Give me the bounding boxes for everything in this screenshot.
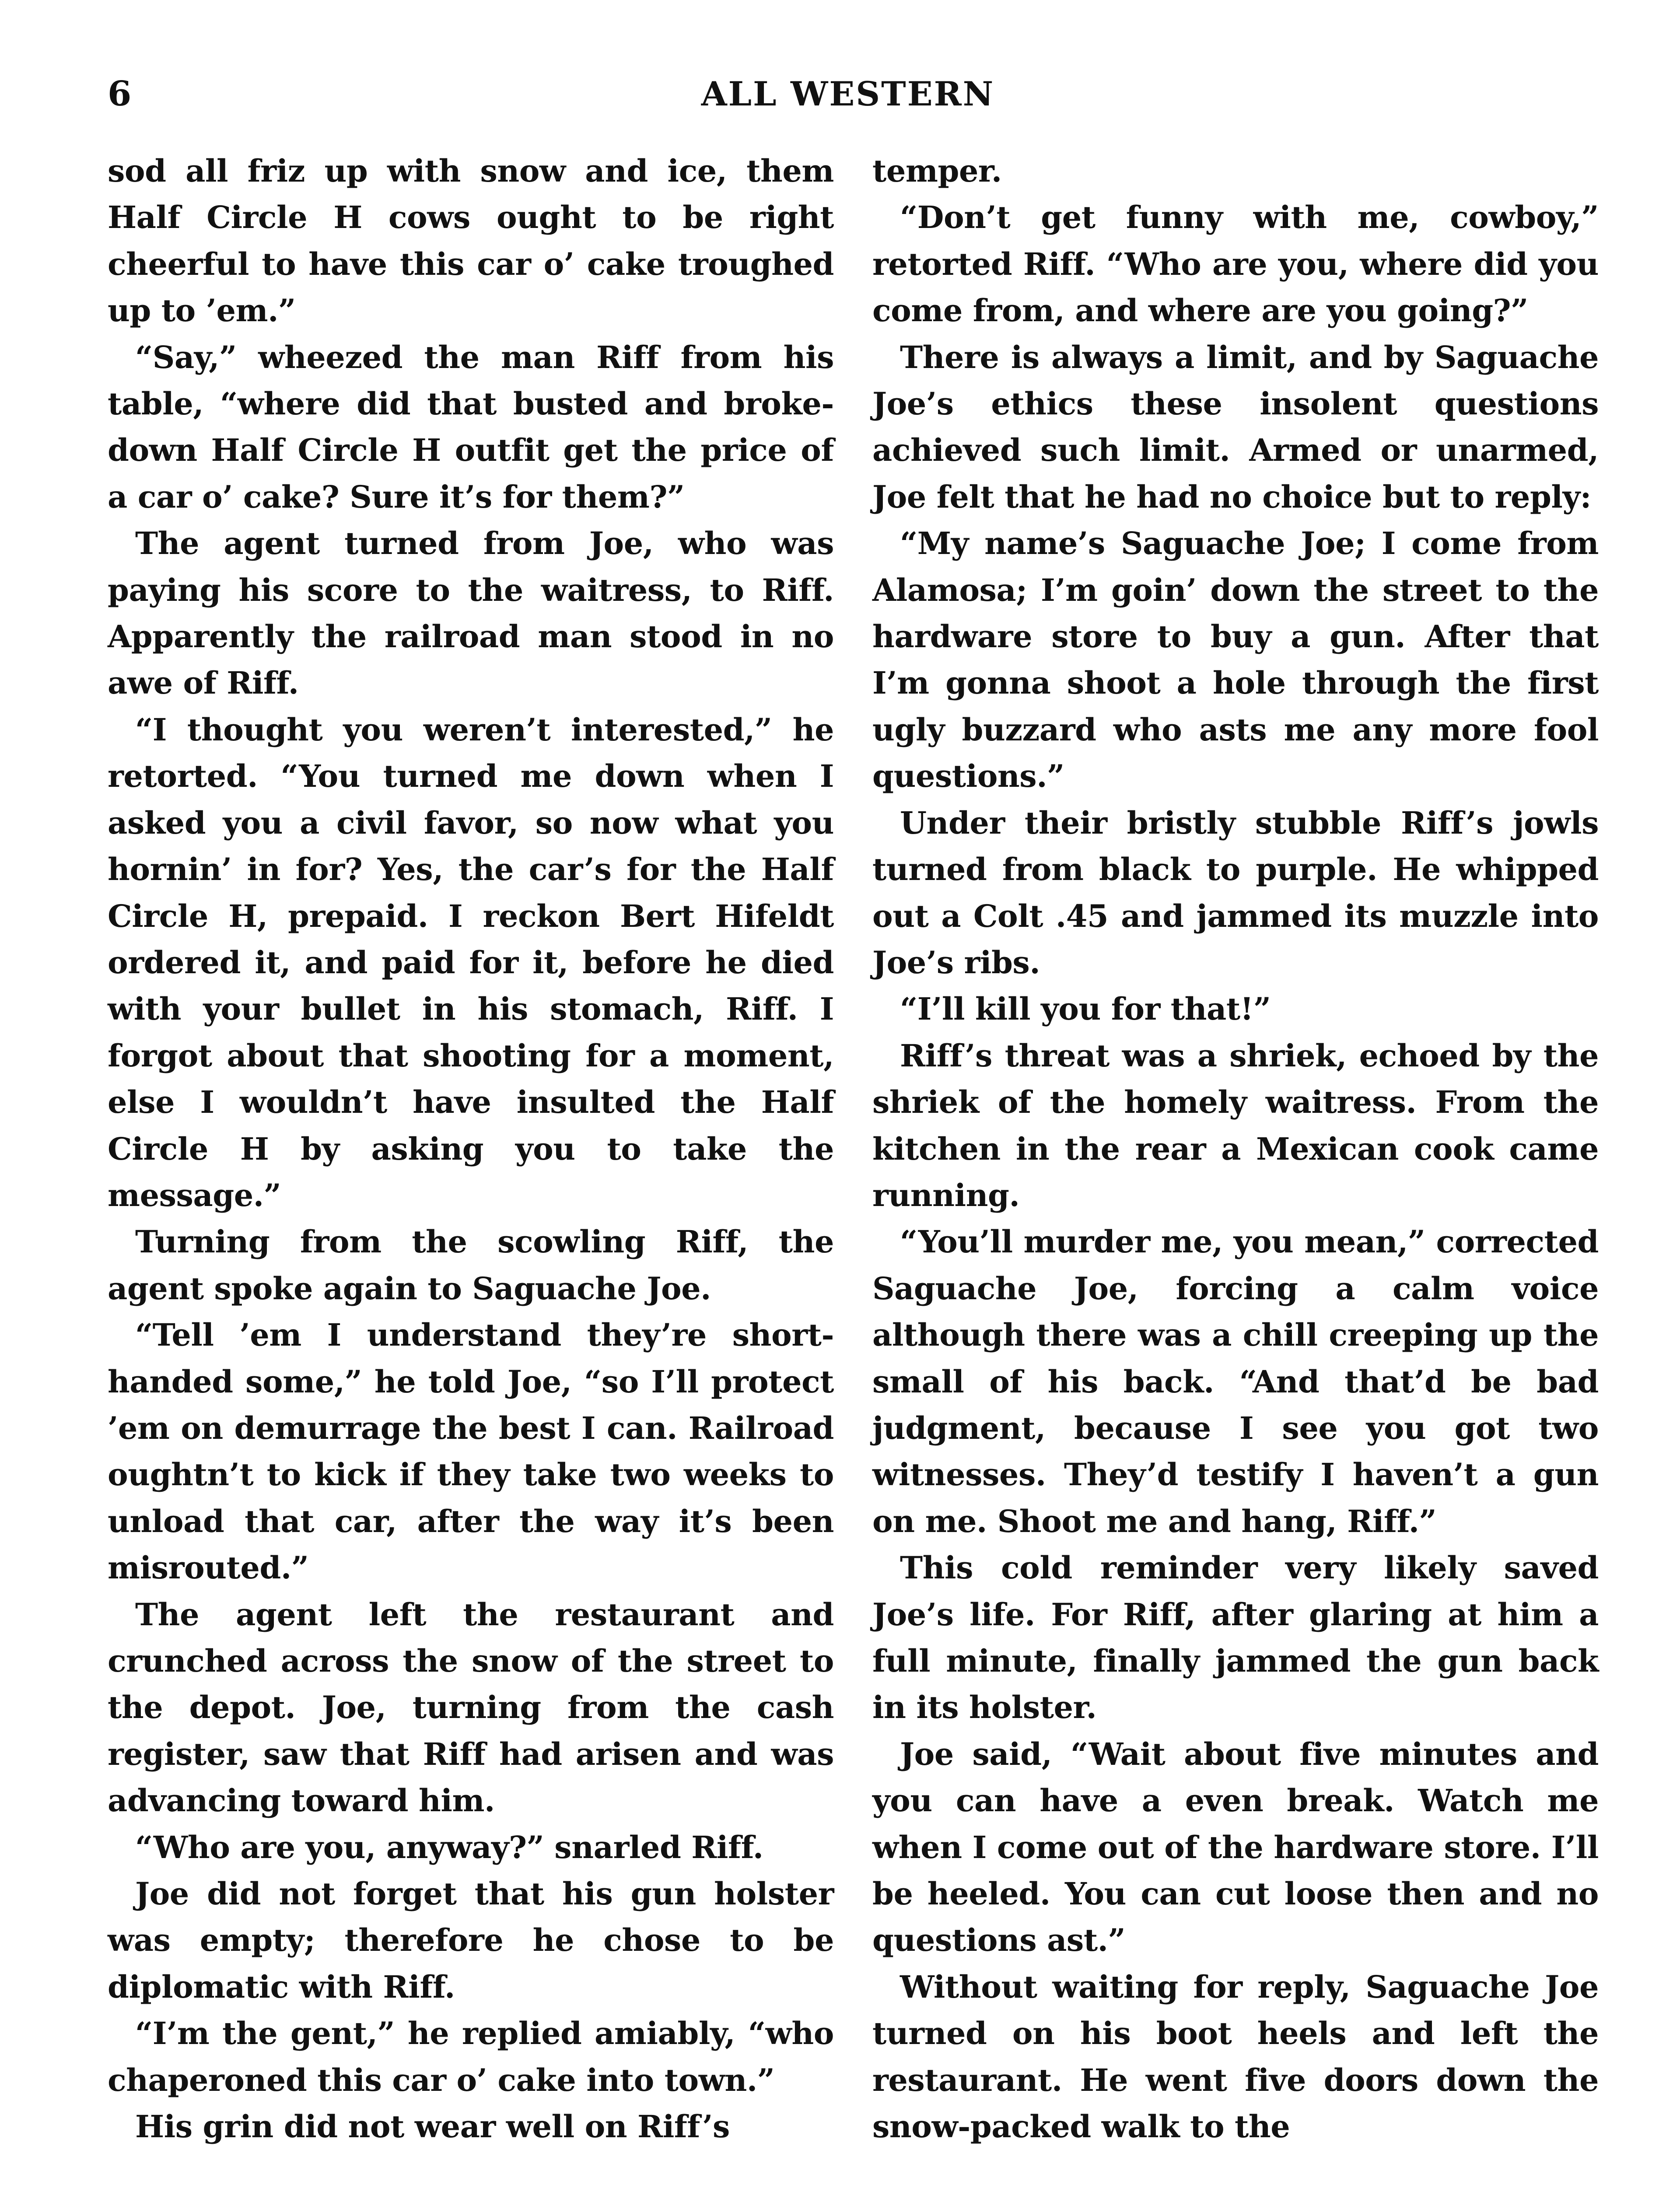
paragraph: The agent turned from Joe, who was paying his score to the waitress, to Riff. Apparently the railroad man stood in no awe of Riff. — [108, 525, 834, 701]
paragraph: Under their bristly stubble Riff’s jowls turned from black to purple. He whipped out a Colt .45 and jammed its muzzle into Joe’s ribs. — [872, 804, 1599, 981]
page-number: 6 — [108, 74, 132, 114]
paragraph: “Tell ’em I understand they’re short-handed some,” he told Joe, “so I’ll protect ’em on demurrage the best I can. Railroad oughtn’t to kick if they take two weeks to unload that car, after the way it’s been misrouted.” — [108, 1317, 834, 1586]
paragraph: There is always a limit, and by Saguache Joe’s ethics these insolent questions achieved such limit. Armed or unarmed, Joe felt that he had no choice but to reply: — [872, 339, 1599, 515]
paragraph: “I’m the gent,” he replied amiably, “who chaperoned this car o’ cake into town.” — [108, 2015, 834, 2098]
paragraph: “I thought you weren’t interested,” he retorted. “You turned me down when I asked you a civil favor, so now what you hornin’ in for? Yes, the car’s for the Half Circle H, prepaid. I reckon Bert Hifeldt ordered it, and paid for it, before he died with your bullet in his stomach, Riff. I forgot about that shooting for a moment, else I wouldn’t have insulted the Half Circle H by asking you to take the message.” — [108, 711, 834, 1213]
paragraph: Joe did not forget that his gun holster was empty; therefore he chose to be diplomatic with Riff. — [108, 1876, 834, 2005]
left-column — [108, 148, 834, 2150]
paragraph: The agent left the restaurant and crunched across the snow of the street to the depot. Joe, turning from the cash register, saw that Riff had arisen and was advancing toward him. — [108, 1596, 834, 1819]
paragraph: sod all friz up with snow and ice, them Half Circle H cows ought to be right cheerful to have this car o’ cake troughed up to ’em.” — [108, 153, 834, 329]
paragraph: This cold reminder very likely saved Joe’s life. For Riff, after glaring at him a full minute, finally jammed the gun back in its holster. — [872, 1550, 1599, 1726]
paragraph: “Say,” wheezed the man Riff from his table, “where did that busted and broke-down Half Circle H outfit get the price of a car o’ cake? Sure it’s for them?” — [108, 339, 834, 515]
paragraph: temper. — [872, 153, 1002, 189]
paragraph: “My name’s Saguache Joe; I come from Alamosa; I’m goin’ down the street to the hardware store to buy a gun. After that I’m gonna shoot a hole through the first ugly buzzard who asts me any more fool questions.” — [872, 525, 1599, 795]
paragraph: Joe said, “Wait about five minutes and you can have a even break. Watch me when I come out of the hardware store. I’ll be heeled. You can cut loose then and no questions ast.” — [872, 1736, 1599, 1959]
running-title: ALL WESTERN — [701, 74, 995, 113]
paragraph: Riff’s threat was a shriek, echoed by the shriek of the homely waitress. From the kitchen in the rear a Mexican cook came running. — [872, 1037, 1599, 1213]
page-header — [108, 70, 1588, 118]
paragraph: “Don’t get funny with me, cowboy,” retorted Riff. “Who are you, where did you come from, and where are you going?” — [872, 199, 1599, 329]
paragraph: “You’ll murder me, you mean,” corrected Saguache Joe, forcing a calm voice although there was a chill creeping up the small of his back. “And that’d be bad judgment, because I see you got two witnesses. They’d testify I haven’t a gun on me. Shoot me and hang, Riff.” — [872, 1224, 1599, 1539]
paragraph: “I’ll kill you for that!” — [900, 991, 1271, 1027]
paragraph: Without waiting for reply, Saguache Joe turned on his boot heels and left the restaurant. He went five doors down the snow-packed walk to the — [872, 1968, 1599, 2145]
paragraph: His grin did not wear well on Riff’s — [135, 2108, 730, 2145]
paragraph: Turning from the scowling Riff, the agent spoke again to Saguache Joe. — [108, 1224, 834, 1307]
paragraph: “Who are you, anyway?” snarled Riff. — [135, 1829, 763, 1865]
right-column — [872, 148, 1599, 2150]
